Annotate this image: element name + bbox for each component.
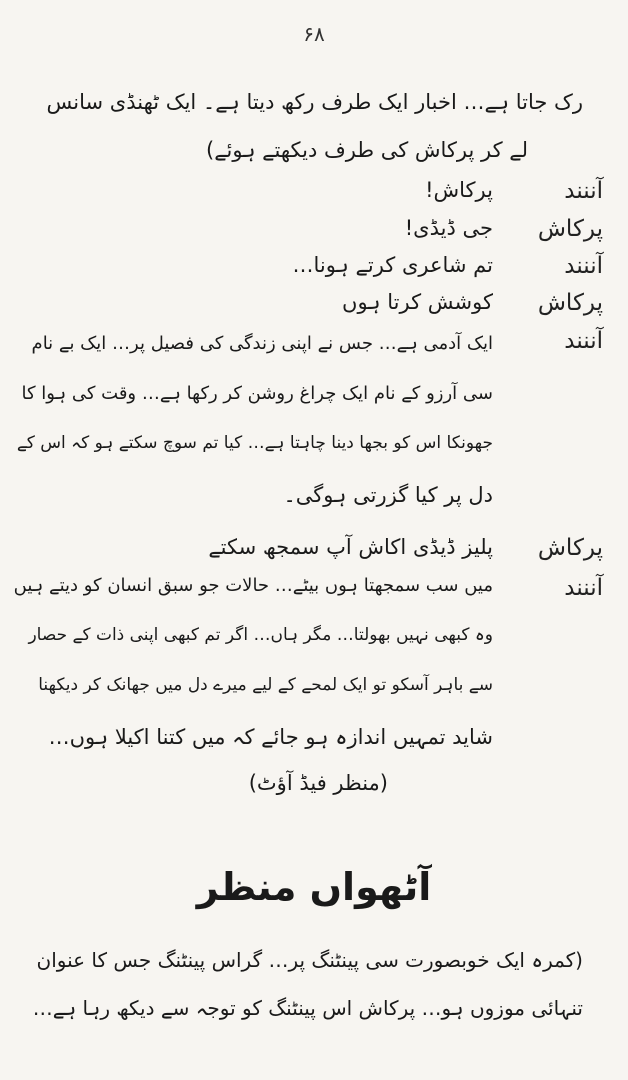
dialogue-line: سی آرزو کے نام ایک چراغ روشن کر رکھا ہے… وقت کی ہوا کا	[21, 383, 493, 404]
dialogue-line: تم شاعری کرتے ہونا…	[292, 253, 493, 277]
speaker-name: پرکاش	[537, 290, 603, 316]
dialogue-line: وہ کبھی نہیں بھولتا… مگر ہاں… اگر تم کبھی اپنی ذات کے حصار	[28, 625, 493, 645]
scene-description-line: (کمرہ ایک خوبصورت سی پینٹنگ پر… گراس پینٹنگ جس کا عنوان	[36, 948, 583, 972]
speaker-name: آننند	[564, 575, 603, 601]
scene-heading: آٹھواں منظر	[196, 865, 432, 909]
speaker-name: پرکاش	[537, 535, 603, 561]
dialogue-line: کوشش کرتا ہوں	[342, 290, 493, 314]
dialogue-line: دل پر کیا گزرتی ہوگی۔	[283, 483, 493, 507]
dialogue-line: ایک آدمی ہے… جس نے اپنی زندگی کی فصیل پر… ایک بے نام	[31, 333, 493, 354]
dialogue-line: پرکاش!	[425, 178, 493, 202]
dialogue-line: سے باہر آسکو تو ایک لمحے کے لیے میرے دل میں جھانک کر دیکھنا	[38, 675, 493, 695]
dialogue-line: میں سب سمجھتا ہوں بیٹے… حالات جو سبق انسان کو دیتے ہیں	[13, 575, 493, 596]
scene-description-line: تنہائی موزوں ہو… پرکاش اس پینٹنگ کو توجہ سے دیکھ رہا ہے…	[32, 996, 583, 1020]
speaker-name: آننند	[564, 178, 603, 204]
intro-line-2: لے کر پرکاش کی طرف دیکھتے ہوئے)	[206, 138, 528, 162]
dialogue-line: شاید تمہیں اندازہ ہو جائے کہ میں کتنا اکیلا ہوں…	[48, 725, 493, 749]
speaker-name: پرکاش	[537, 216, 603, 242]
speaker-name: آننند	[564, 328, 603, 354]
speaker-name: آننند	[564, 253, 603, 279]
dialogue-line: پلیز ڈیڈی اکاش آپ سمجھ سکتے	[208, 535, 493, 559]
fade-out-direction: (منظر فیڈ آؤٹ)	[248, 771, 388, 795]
dialogue-line: جی ڈیڈی!	[404, 216, 493, 240]
intro-line-1: رک جاتا ہے… اخبار ایک طرف رکھ دیتا ہے۔ ایک ٹھنڈی سانس	[46, 90, 583, 114]
dialogue-line: جھونکا اس کو بجھا دینا چاہتا ہے… کیا تم سوچ سکتے ہو کہ اس کے	[16, 433, 493, 453]
page-number: ۶۸	[303, 22, 325, 46]
